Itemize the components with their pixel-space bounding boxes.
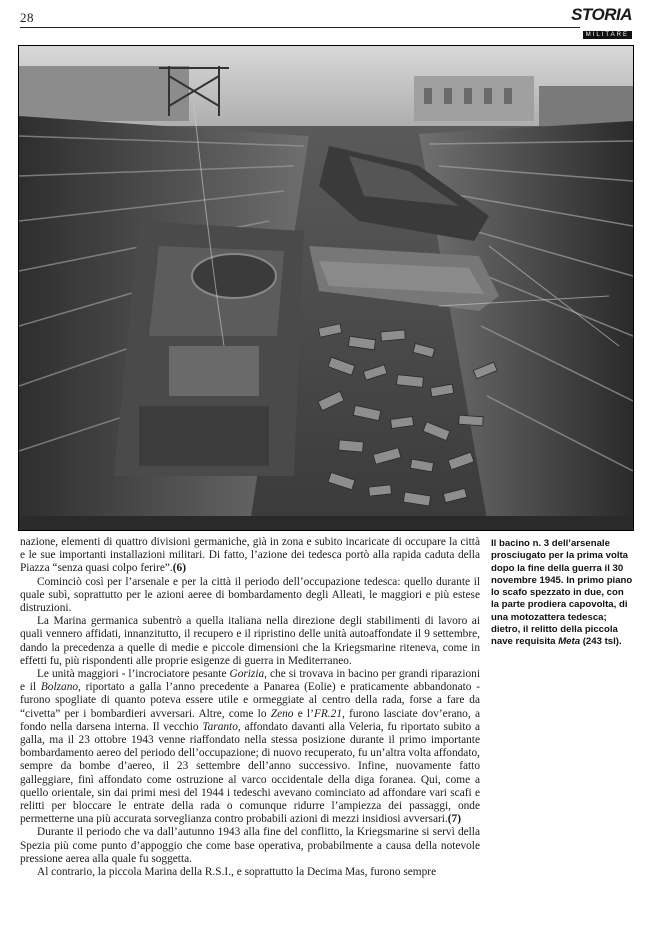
ship-name-gorizia: Gorizia [229,668,265,681]
paragraph-text: , affondato davanti alla Veleria, fu riportato subito a galla, ma il 23 ottobre 1943 venne riaffondato nella stessa posizione durante il primo importante bombardamento aereo del periodo dell’occupazione; di nuovo recuperato, fu un’altra volta affondato, sempre da bombe d’aereo, il 23 settembre dell’anno successivo. Infine, nuovamente fatto galleggiare, finì affondato come ostruzione al varco occidentale della diga foranea. Qui, come a quello orientale, sin dai primi mesi del 1944 i tedeschi avevano cominciato ad affondare vari scafi e relitti per bloccare le entrate della rada o comunque ridurre l’ampiezza dei passaggi, onde permetterne una più accurata sorveglianza contro probabili azioni di mezzi insidiosi avversari. [20,720,480,826]
paragraph-text: e l’ [293,707,314,720]
ship-name-bolzano: Bolzano [40,681,79,694]
page-number: 28 [20,10,34,25]
logo-sub: MILITARE [583,31,632,39]
article-paragraph: Al contrario, la piccola Marina della R.S.I., e soprattutto la Decima Mas, furono sempre [37,866,437,879]
paragraph-text: , riportato a galla l’anno precedente a Panarea (Eolie) e praticamente abbandonato - furono spogliate di quanto poteva essere utile e ormeggiate al centro della rada, forse a fare da “civetta” per i bombardieri avversari. Altre, come lo [20,681,480,720]
article-paragraph [20,668,480,826]
article-paragraph: Cominciò così per l’arsenale e per la città il periodo dell’occupazione tedesca: quello durante il quale subì, soprattutto per le azioni aeree di bombardamento degli Alleati, le maggiori e più estese distruzioni. [20,575,480,615]
article-paragraph: Durante il periodo che va dall’autunno 1943 alla fine del conflitto, la Kriegsmarine si servì della Spezia più come punto d’appoggio che come base operativa, probabilmente a causa della notevole pressione aerea alla quale fu soggetta. [20,826,480,865]
caption-text: Il bacino n. 3 dell’arsenale prosciugato per la prima volta dopo la fine della guerra il 30 novembre 1945. In primo piano lo scafo spezzato in due, con la parte prodiera capovolta, di una motozattera tedesca; dietro, il relitto della piccola nave requisita [491,538,633,648]
footnote-ref: (6) [172,562,186,575]
paragraph-text: nazione, elementi di quattro divisioni germaniche, già in zona e subito incaricate di occupare la città e le sue importanti installazioni militari. Di fatto, l’azione dei tedesca portò alla rapida caduta della Piazza “senza quasi colpo ferire”. [20,536,480,575]
paragraph-text: , che si trovava in bacino per grandi riparazioni e il [20,668,480,694]
paragraph-text: Le unità maggiori - l’incrociatore pesante [37,668,230,681]
paragraph-text: , furono lasciate dov’erano, a fondo nella darsena interna. Il vecchio [20,707,480,733]
dry-dock-photo [18,45,634,531]
article-body [20,536,480,879]
article-paragraph: La Marina germanica subentrò a quella italiana nella direzione degli stabilimenti di lavoro ai quali vennero affidati, innanzitutto, il recupero e il ripristino delle unità autoaffondate il 9 settembre, dando la precedenza a quelle di medie e piccole dimensioni che la Kriegsmarine riteneva, come in effetti fu, più rispondenti alle proprie esigenze di guerra in Mediterraneo. [20,615,480,667]
ship-name-taranto: Taranto [202,720,238,733]
ship-name-fr21: FR.21 [313,707,342,720]
logo-main: STORIA [571,5,632,24]
photo-caption [491,538,633,649]
magazine-logo [571,6,632,41]
footnote-ref: (7) [447,813,461,826]
ship-name-zeno: Zeno [270,707,294,720]
article-paragraph [20,536,480,576]
caption-text-end: (243 tsl). [580,636,622,648]
caption-ship-name: Meta [558,636,581,648]
header-rule [20,27,580,28]
